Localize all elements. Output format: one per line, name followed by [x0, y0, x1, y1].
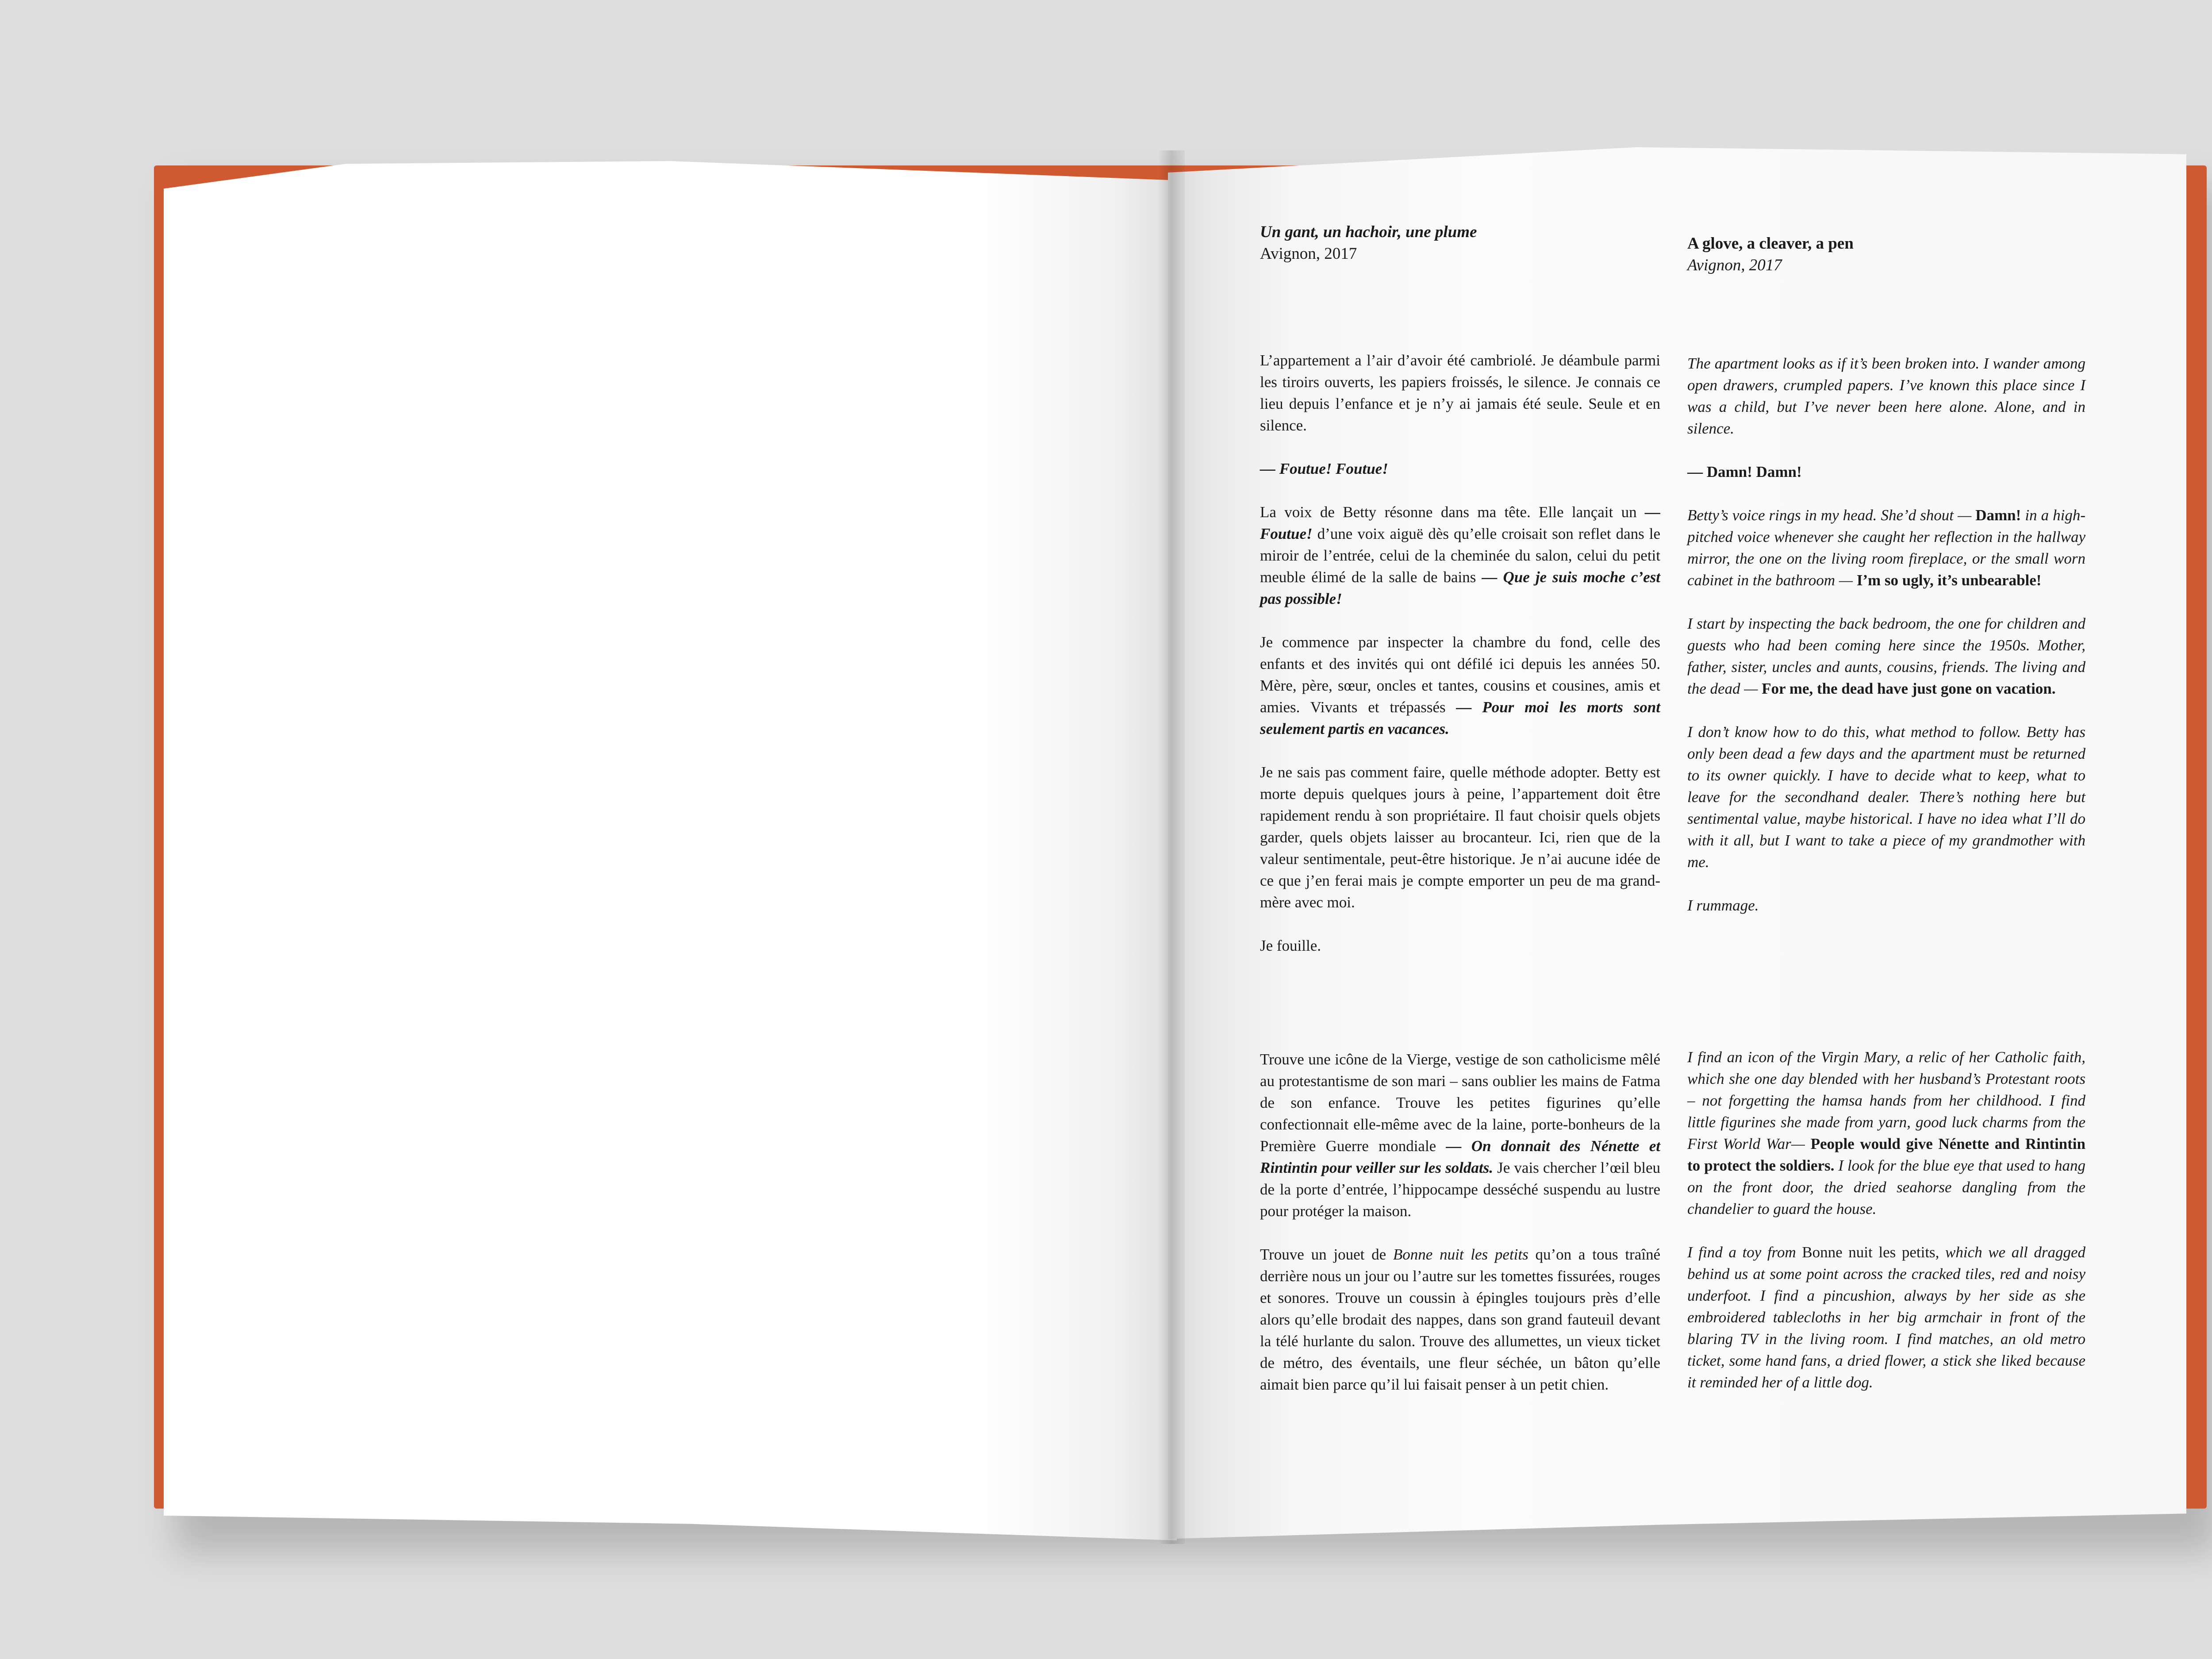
- english-text-top: [1687, 353, 2085, 916]
- french-paragraph-2: — Foutue! Foutue!: [1260, 460, 1388, 477]
- french-paragraph-6: Je fouille.: [1260, 937, 1321, 954]
- french-paragraph-7: [1260, 1048, 1660, 1222]
- english-p8-text-b: which we all dragged behind us at some point across the cracked tiles, red and noisy underfoot. I find a pincushion, always by her side as she embroidered tablecloths in her big armchair in front of the blaring TV in the living room. I find matches, an old metro ticket, some hand fans, a dried flower, a stick she liked because it reminded her of a little dog.: [1687, 1244, 2085, 1391]
- french-paragraph-4: [1260, 631, 1660, 740]
- english-paragraph-6: I rummage.: [1687, 897, 1759, 914]
- french-place-date: Avignon, 2017: [1260, 245, 1357, 263]
- english-p3-text-a: Betty’s voice rings in my head. She’d shout —: [1687, 507, 1976, 524]
- english-p3-quote-a: Damn!: [1975, 507, 2021, 524]
- english-p4-text: I start by inspecting the back bedroom, the one for children and guests who had been coming here since the 1950s. Mother, father, sister, uncles and aunts, cousins, friends. The living and the dead —: [1687, 615, 2085, 697]
- french-text-bottom: [1260, 1048, 1660, 1395]
- english-p7-text-a: I find an icon of the Virgin Mary, a relic of her Catholic faith, which she one day blended with her husband’s Protestant roots – not forgetting the hamsa hands from her childhood. I find little figurines she made from yarn, good luck charms from the First World War—: [1687, 1048, 2085, 1152]
- english-p3-quote-b: I’m so ugly, it’s unbearable!: [1856, 572, 2042, 589]
- french-p4-text: Je commence par inspecter la chambre du fond, celle des enfants et des invités qui ont défilé ici depuis les années 50. Mère, père, sœur, oncles et tantes, cousins et cousines, amis et amies. Vivants et trépassés: [1260, 634, 1660, 716]
- left-page-blank: [164, 161, 1177, 1540]
- english-text-bottom: [1687, 1046, 2085, 1393]
- english-p4-quote: For me, the dead have just gone on vacation.: [1762, 680, 2056, 697]
- french-p7-text-a: Trouve une icône de la Vierge, vestige de son catholicisme mêlé au protestantisme de son mari – sans oublier les mains de Fatma de son enfance. Trouve les petites figurines qu’elle confectionnait elle-même avec de la laine, porte-bonheurs de la Première Guerre mondiale: [1260, 1051, 1660, 1155]
- english-p8-title: Bonne nuit les petits,: [1802, 1244, 1939, 1261]
- french-title: Un gant, un hachoir, une plume: [1260, 223, 1477, 241]
- french-p8-text-b: qu’on a tous traîné derrière nous un jour ou l’autre sur les tomettes fissurées, rouges et sonores. Trouve un coussin à épingles toujours près d’elle alors qu’elle brodait des nappes, dans son grand fauteuil devant la télé hurlante du salon. Trouve des allumettes, un vieux ticket de métro, des éventails, une fleur séchée, un bâton qu’elle aimait bien parce qu’il lui faisait penser à un petit chien.: [1260, 1246, 1660, 1393]
- english-header: [1687, 233, 2085, 276]
- english-place-date: Avignon, 2017: [1687, 256, 1782, 274]
- english-p8-text-a: I find a toy from: [1687, 1244, 1802, 1261]
- french-p7-text-b: Je vais chercher l’œil bleu de la porte d’entrée, l’hippocampe desséché suspendu au lustre pour protéger la maison.: [1260, 1159, 1660, 1220]
- french-p3-quote-a: — Foutue!: [1260, 503, 1660, 542]
- english-paragraph-5: I don’t know how to do this, what method to follow. Betty has only been dead a few days and the apartment must be returned to its owner quickly. I have to decide what to keep, what to leave for the secondhand dealer. There’s nothing here but sentimental value, maybe historical. I have no idea what I’ll do with it all, but I want to take a piece of my grandmother with me.: [1687, 723, 2085, 871]
- french-p3-quote-b: — Que je suis moche c’est pas possible!: [1260, 568, 1660, 607]
- english-paragraph-2: — Damn! Damn!: [1687, 463, 1802, 480]
- english-p7-text-b: I look for the blue eye that used to hang on the front door, the dried seahorse dangling from the chandelier to guard the house.: [1687, 1157, 2085, 1217]
- french-p7-quote: — On donnait des Nénette et Rintintin pour veiller sur les soldats.: [1260, 1137, 1660, 1176]
- french-p8-title: Bonne nuit les petits: [1393, 1246, 1528, 1263]
- french-paragraph-8: [1260, 1244, 1660, 1395]
- french-paragraph-1: L’appartement a l’air d’avoir été cambriolé. Je déambule parmi les tiroirs ouverts, les papiers froissés, le silence. Je connais ce lieu depuis l’enfance et je n’y ai jamais été seule. Seule et en silence.: [1260, 352, 1660, 434]
- french-p3-text-b: d’une voix aiguë dès qu’elle croisait son reflet dans le miroir de l’entrée, celui de la cheminée du salon, celui du petit meuble élimé de la salle de bains: [1260, 525, 1660, 586]
- french-p8-text-a: Trouve un jouet de: [1260, 1246, 1393, 1263]
- french-p4-quote: — Pour moi les morts sont seulement partis en vacances.: [1260, 699, 1660, 737]
- french-paragraph-5: Je ne sais pas comment faire, quelle méthode adopter. Betty est morte depuis quelques jours à peine, l’appartement doit être rapidement rendu à son propriétaire. Il faut choisir quels objets garder, quels objets laisser au brocanteur. Ici, rien que de la valeur sentimentale, peut-être historique. Je n’ai aucune idée de ce que j’en ferai mais je compte emporter un peu de ma grand-mère avec moi.: [1260, 764, 1660, 911]
- french-paragraph-3: [1260, 501, 1660, 610]
- french-header: [1260, 221, 1660, 265]
- english-paragraph-7: [1687, 1046, 2085, 1220]
- english-paragraph-1: The apartment looks as if it’s been broken into. I wander among open drawers, crumpled papers. I’ve known this place since I was a child, but I’ve never been here alone. Alone, and in silence.: [1687, 355, 2085, 437]
- english-p3-text-b: in a high-pitched voice whenever she caught her reflection in the hallway mirror, the one on the living room fireplace, or the small worn cabinet in the bathroom —: [1687, 507, 2085, 589]
- english-paragraph-4: [1687, 613, 2085, 699]
- english-title: A glove, a cleaver, a pen: [1687, 234, 1854, 253]
- english-paragraph-3: [1687, 504, 2085, 591]
- french-text-top: [1260, 349, 1660, 956]
- french-p3-text-a: La voix de Betty résonne dans ma tête. Elle lançait un: [1260, 503, 1645, 521]
- english-paragraph-8: [1687, 1241, 2085, 1393]
- english-p7-quote: People would give Nénette and Rintintin to protect the soldiers.: [1687, 1135, 2085, 1174]
- book-gutter: [1158, 150, 1185, 1544]
